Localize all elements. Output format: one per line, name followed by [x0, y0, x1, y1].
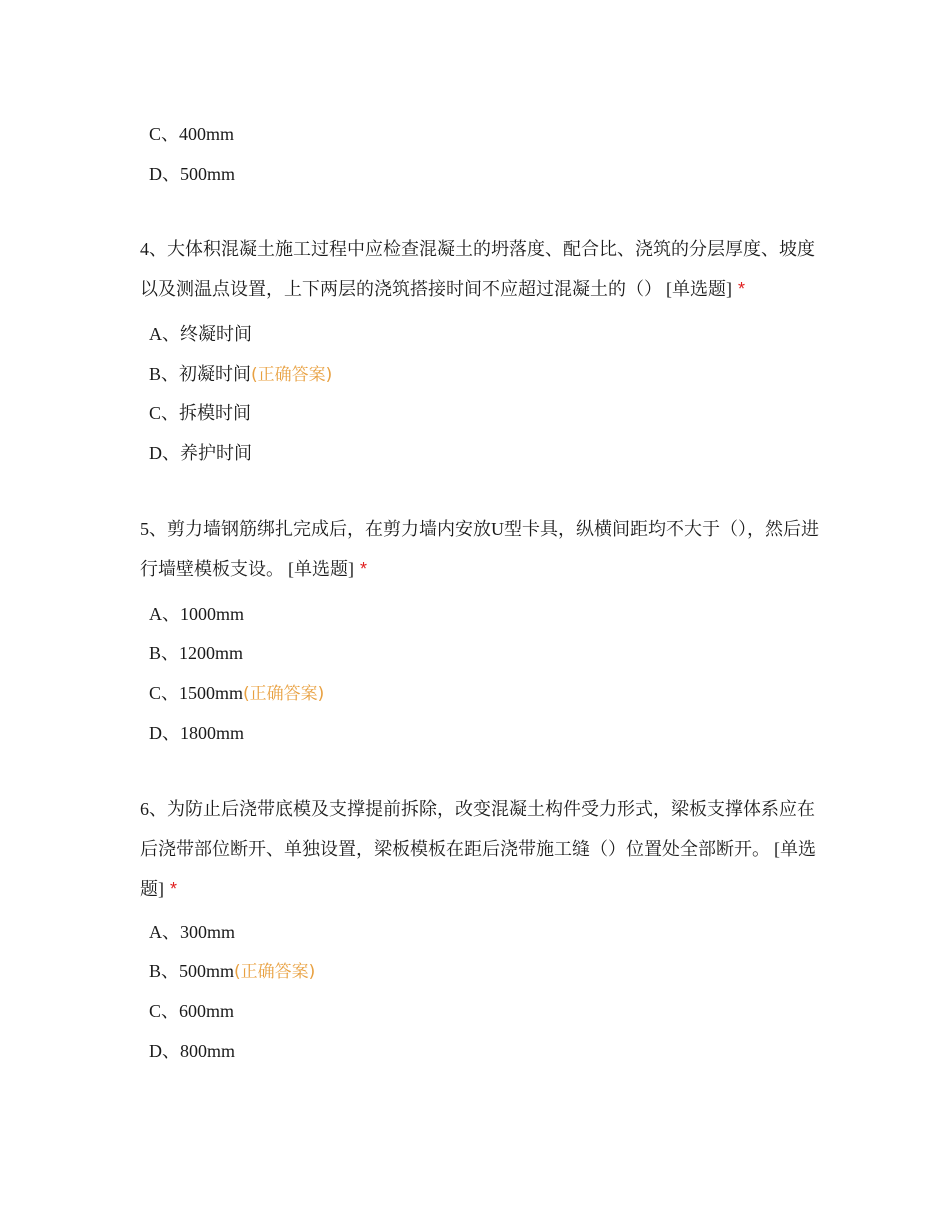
question-5: [140, 509, 820, 589]
option-text: B、1200mm: [149, 643, 244, 663]
option-text: D、养护时间: [149, 443, 252, 463]
option-text: B、500mm: [149, 961, 235, 981]
option-a: [149, 920, 235, 944]
option-text: C、600mm: [149, 1001, 235, 1021]
option-text: C、400mm: [149, 124, 235, 144]
question-type: [单选题]: [288, 559, 354, 579]
question-text: 6、为防止后浇带底模及支撑提前拆除，改变混凝土构件受力形式，梁板支撑体系应在后浇带部位断开、单独设置，梁板模板在距后浇带施工缝（）位置处全部断开。: [140, 799, 815, 859]
option-text: D、500mm: [149, 164, 236, 184]
option-c: [149, 401, 251, 425]
correct-answer-label: (正确答案): [243, 684, 325, 704]
question-4: [140, 229, 820, 309]
option-a: [149, 322, 252, 346]
option-text: A、1000mm: [149, 604, 245, 624]
option-text: A、300mm: [149, 922, 236, 942]
option-text: D、1800mm: [149, 723, 245, 743]
option-d: [149, 162, 235, 186]
correct-answer-label: (正确答案): [251, 365, 333, 385]
question-6: [140, 789, 820, 909]
option-text: C、拆模时间: [149, 403, 252, 423]
correct-answer-label: (正确答案): [234, 962, 316, 982]
option-d: [149, 721, 244, 745]
question-type: [单选题]: [140, 839, 816, 899]
option-text: D、800mm: [149, 1041, 236, 1061]
option-a: [149, 602, 244, 626]
question-type: [单选题]: [666, 279, 732, 299]
required-mark: *: [360, 559, 368, 579]
option-c: [149, 681, 324, 706]
option-d: [149, 441, 252, 465]
option-c: [149, 122, 234, 146]
option-b: [149, 362, 332, 387]
option-c: [149, 999, 234, 1023]
question-text: 4、大体积混凝土施工过程中应检查混凝土的坍落度、配合比、浇筑的分层厚度、坡度以及测温点设置，上下两层的浇筑搭接时间不应超过混凝土的（）: [140, 239, 815, 299]
required-mark: *: [170, 879, 178, 899]
option-d: [149, 1039, 235, 1063]
option-text: C、1500mm: [149, 683, 244, 703]
option-b: [149, 959, 315, 984]
required-mark: *: [738, 279, 746, 299]
option-text: A、终凝时间: [149, 324, 252, 344]
option-text: B、初凝时间: [149, 364, 252, 384]
option-b: [149, 641, 243, 665]
question-text: 5、剪力墙钢筋绑扎完成后，在剪力墙内安放U型卡具，纵横间距均不大于（），然后进行墙壁模板支设。: [140, 519, 819, 579]
